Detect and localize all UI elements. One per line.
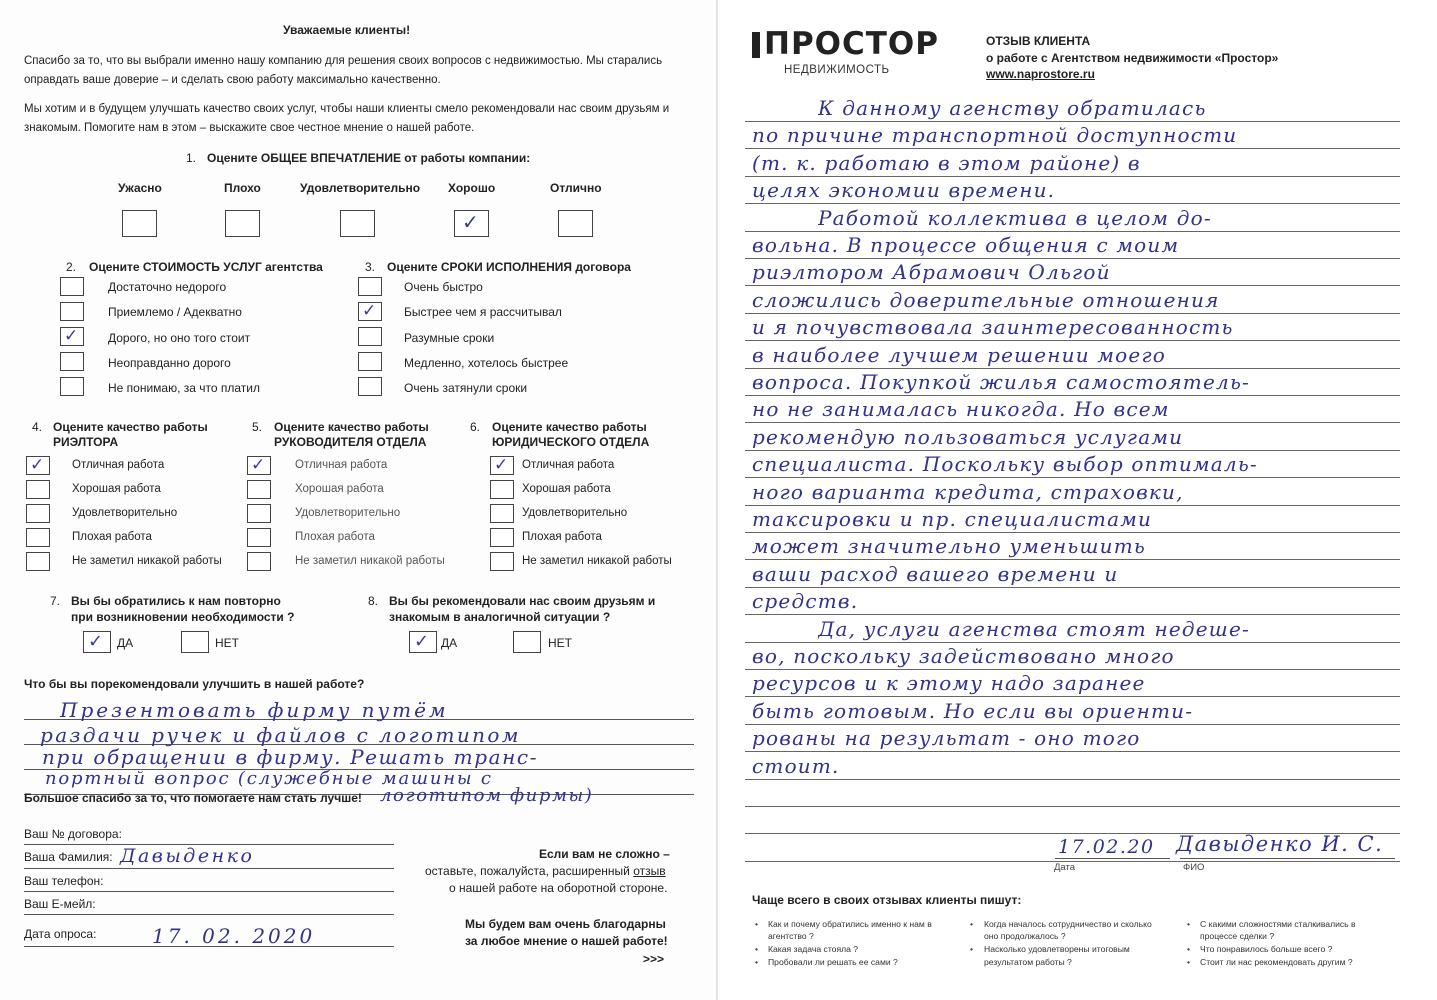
date-label: Дата опроса:: [24, 927, 97, 941]
hint-item: Какая задача стояла ?: [768, 944, 859, 954]
surname-field[interactable]: Давыденко: [120, 845, 255, 867]
review-line: стоит.: [752, 754, 840, 778]
q4-checkbox[interactable]: [26, 480, 50, 499]
email-line: [24, 914, 394, 915]
bullet-icon: •: [755, 919, 759, 929]
improve-answer-line: логотипом фирмы): [380, 785, 594, 806]
note-line-1: Если вам не сложно –: [539, 847, 670, 861]
q6-checkbox[interactable]: [490, 552, 514, 571]
hint-item: Пробовали ли решать ее сами ?: [768, 957, 898, 967]
ruled-line: [745, 642, 1400, 643]
q2-checkbox[interactable]: [60, 352, 84, 371]
q3-checkbox[interactable]: [358, 377, 382, 396]
note-line-5: за любое мнение о нашей работе!: [465, 934, 668, 948]
q8-subtitle: знакомым в аналогичной ситуации ?: [389, 610, 611, 624]
q4-option-label: Плохая работа: [72, 531, 152, 543]
ruled-line: [745, 505, 1400, 506]
surname-label: Ваша Фамилия:: [24, 850, 113, 864]
q3-option-label: Медленно, хотелось быстрее: [404, 356, 569, 370]
intro-line-1: Спасибо за то, что вы выбрали именно нашу компанию для решения своих вопросов с недвижимостью. Мы старались: [24, 55, 663, 67]
improve-answer-line: при обращении в фирму. Решать транс-: [42, 745, 539, 769]
hint-item: Когда началось сотрудничество и сколько: [984, 919, 1152, 929]
logo-text: ПРОСТОР: [764, 26, 939, 62]
q5-option-label: Плохая работа: [295, 531, 375, 543]
q5-checkbox[interactable]: [247, 552, 271, 571]
q8-no-label: НЕТ: [548, 636, 572, 650]
review-line: ресурсов и к этому надо заранее: [752, 671, 1146, 695]
intro-line-2: оправдать ваше доверие – и сделать свою работу максимально качественно.: [24, 74, 441, 86]
review-date-label: Дата: [1054, 862, 1076, 873]
q6-checkbox[interactable]: [490, 480, 514, 499]
ruled-line: [745, 559, 1400, 560]
review-line: средств.: [752, 589, 859, 613]
surname-line: [24, 868, 394, 869]
review-line: в наиболее лучшем решении моего: [752, 343, 1167, 367]
q5-option-label: Удовлетворительно: [295, 507, 401, 519]
review-link[interactable]: отзыв: [633, 864, 666, 878]
review-line: ного варианта кредита, страховки,: [752, 480, 1184, 504]
review-line: рованы на результат - оно того: [752, 726, 1141, 750]
q3-checkbox[interactable]: [358, 352, 382, 371]
q1-checkbox[interactable]: [225, 210, 260, 237]
q1-checkbox[interactable]: [122, 210, 157, 237]
q5-number: 5.: [252, 420, 263, 434]
survey-title: Уважаемые клиенты!: [283, 23, 411, 37]
review-line: вольна. В процессе общения с моим: [752, 233, 1180, 257]
q3-option-label: Быстрее чем я рассчитывал: [404, 305, 562, 319]
checkmark-icon: ✓: [494, 455, 509, 475]
q7-number: 7.: [50, 594, 61, 608]
q6-option-label: Плохая работа: [522, 531, 602, 543]
q5-checkbox[interactable]: [247, 504, 271, 523]
intro-line-3: Мы хотим и в будущем улучшать качество своих услуг, чтобы наши клиенты смело рекомендовали нас своим друзьям и: [24, 103, 670, 115]
improve-answer-line: портный вопрос (служебные машины с: [45, 768, 493, 789]
checkmark-icon: ✓: [462, 210, 479, 234]
review-line: сложились доверительные отношения: [752, 288, 1220, 312]
review-line: но не занималась никогда. Но всем: [752, 397, 1170, 421]
hint-item: агентство ?: [768, 931, 814, 941]
q3-option-label: Очень затянули сроки: [404, 381, 528, 395]
q6-option-label: Не заметил никакой работы: [522, 555, 672, 567]
logo-mark-icon: [752, 30, 762, 60]
q3-option-label: Разумные сроки: [404, 331, 495, 345]
ruled-line: [745, 395, 1400, 396]
ruled-line: [745, 669, 1400, 670]
ruled-line: [745, 724, 1400, 725]
q8-number: 8.: [368, 594, 379, 608]
ruled-line: [745, 779, 1400, 780]
q1-title: Оцените ОБЩЕЕ ВПЕЧАТЛЕНИЕ от работы компании:: [207, 151, 531, 165]
q3-number: 3.: [365, 260, 376, 274]
bullet-icon: •: [755, 957, 759, 967]
q5-option-label: Хорошая работа: [295, 483, 384, 495]
ruled-line: [745, 477, 1400, 478]
email-label: Ваш Е-мейл:: [24, 897, 96, 911]
ruled-line: [745, 696, 1400, 697]
bullet-icon: •: [970, 944, 974, 954]
q5-option-label: Не заметил никакой работы: [295, 555, 445, 567]
q2-checkbox[interactable]: [60, 277, 84, 296]
q1-checkbox[interactable]: [558, 210, 593, 237]
review-line: специалиста. Поскольку выбор оптималь-: [752, 452, 1258, 476]
bullet-icon: •: [1187, 919, 1191, 929]
ruled-line: [745, 148, 1400, 149]
hint-item: Что понравилось больше всего ?: [1200, 944, 1333, 954]
q1-option-label: Ужасно: [118, 181, 162, 195]
ruled-line: [745, 285, 1400, 286]
phone-line: [24, 891, 394, 892]
review-header-subtitle: о работе с Агентством недвижимости «Простор»: [986, 51, 1279, 65]
bullet-icon: •: [1187, 957, 1191, 967]
q3-checkbox[interactable]: [358, 327, 382, 346]
q2-checkbox[interactable]: [60, 302, 84, 321]
q4-option-label: Удовлетворительно: [72, 507, 178, 519]
q2-option-label: Приемлемо / Адекватно: [108, 305, 242, 319]
q1-number: 1.: [186, 151, 197, 165]
ruled-line: [745, 121, 1400, 122]
hint-item: Как и почему обратились именно к нам в: [768, 919, 932, 929]
ruled-line: [745, 368, 1400, 369]
review-fio-line: [1180, 858, 1395, 859]
q5-subtitle: РУКОВОДИТЕЛЯ ОТДЕЛА: [274, 435, 427, 449]
review-line: таксировки и пр. специалистами: [752, 507, 1153, 531]
review-line: вопроса. Покупкой жилья самостоятель-: [752, 370, 1250, 394]
q2-checkbox[interactable]: [60, 377, 84, 396]
ruled-line: [745, 614, 1400, 615]
q1-checkbox[interactable]: [340, 210, 375, 237]
q5-checkbox[interactable]: [247, 480, 271, 499]
improve-answer-line: раздачи ручек и файлов с логотипом: [40, 723, 521, 747]
q6-subtitle: ЮРИДИЧЕСКОГО ОТДЕЛА: [492, 435, 650, 449]
q2-option-label: Не понимаю, за что платил: [108, 381, 261, 395]
review-date-line: [1055, 858, 1170, 859]
ruled-line: [745, 313, 1400, 314]
review-fio: Давыденко И. С.: [1176, 832, 1384, 856]
note-line-3: о нашей работе на оборотной стороне.: [449, 881, 668, 895]
website-link[interactable]: www.naprostore.ru: [986, 67, 1095, 81]
q6-option-label: Удовлетворительно: [522, 507, 628, 519]
review-line: и я почувствовала заинтересованность: [752, 315, 1234, 339]
review-line: ваши расход вашего времени и: [752, 562, 1119, 586]
ruled-line: [745, 806, 1400, 807]
q4-checkbox[interactable]: [26, 528, 50, 547]
survey-page: [0, 0, 718, 1000]
q7-title: Вы бы обратились к нам повторно: [71, 594, 281, 608]
q8-no-checkbox[interactable]: [513, 631, 541, 653]
q7-subtitle: при возникновении необходимости ?: [71, 610, 295, 624]
q6-title: Оцените качество работы: [492, 420, 647, 434]
note-line-4: Мы будем вам очень благодарны: [465, 917, 666, 931]
q6-option-label: Отличная работа: [522, 459, 615, 471]
hint-item: процессе сделки ?: [1200, 931, 1275, 941]
q3-title: Оцените СРОКИ ИСПОЛНЕНИЯ договора: [387, 260, 631, 274]
q7-no-checkbox[interactable]: [181, 631, 209, 653]
review-date: 17.02.20: [1058, 836, 1155, 858]
review-line: риэлтором Абрамович Ольгой: [752, 260, 1111, 284]
bullet-icon: •: [755, 944, 759, 954]
review-line: рекомендую пользоваться услугами: [752, 425, 1184, 449]
q2-option-label: Достаточно недорого: [108, 280, 227, 294]
q6-checkbox[interactable]: [490, 528, 514, 547]
review-line: быть готовым. Но если вы ориенти-: [752, 699, 1194, 723]
q5-option-label: Отличная работа: [295, 459, 388, 471]
phone-label: Ваш телефон:: [24, 874, 104, 888]
ruled-line: [745, 532, 1400, 533]
checkmark-icon: ✓: [414, 631, 430, 652]
review-header-title: ОТЗЫВ КЛИЕНТА: [986, 34, 1091, 48]
ruled-line: [745, 203, 1400, 204]
improve-question: Что бы вы порекомендовали улучшить в нашей работе?: [24, 677, 365, 691]
checkmark-icon: ✓: [251, 455, 266, 475]
q2-option-label: Неоправданно дорого: [108, 356, 231, 370]
review-line: по причине транспортной доступности: [752, 123, 1238, 147]
ruled-line: [745, 258, 1400, 259]
checkmark-icon: ✓: [30, 455, 45, 475]
q5-title: Оцените качество работы: [274, 420, 429, 434]
q4-subtitle: РИЭЛТОРА: [53, 435, 119, 449]
hint-item: результатом работы ?: [984, 957, 1072, 967]
q1-option-label: Отлично: [550, 181, 602, 195]
contract-label: Ваш № договора:: [24, 827, 122, 841]
review-line: может значительно уменьшить: [752, 534, 1147, 558]
review-line: Работой коллектива в целом до-: [818, 206, 1212, 230]
review-fio-label: ФИО: [1183, 862, 1205, 873]
survey-date-field[interactable]: 17. 02. 2020: [152, 924, 316, 948]
q3-option-label: Очень быстро: [404, 280, 483, 294]
ruled-line: [745, 422, 1400, 423]
intro-line-4: знакомым. Помогите нам в этом – выскажите свое честное мнение о нашей работе.: [24, 122, 475, 134]
q6-checkbox[interactable]: [490, 504, 514, 523]
q5-checkbox[interactable]: [247, 528, 271, 547]
next-page-arrows[interactable]: >>>: [643, 952, 665, 966]
bullet-icon: •: [1187, 944, 1191, 954]
checkmark-icon: ✓: [88, 631, 104, 652]
ruled-line: [745, 450, 1400, 451]
q4-checkbox[interactable]: [26, 552, 50, 571]
ruled-line: [745, 176, 1400, 177]
thanks-text: Большое спасибо за то, что помогаете нам стать лучше!: [24, 791, 362, 805]
ruled-line: [745, 231, 1400, 232]
q1-option-label: Хорошо: [448, 181, 496, 195]
q3-checkbox[interactable]: [358, 277, 382, 296]
q1-option-label: Удовлетворительно: [300, 181, 421, 195]
note-line-2: оставьте, пожалуйста, расширенный отзыв: [425, 864, 666, 878]
often-title: Чаще всего в своих отзывах клиенты пишут:: [752, 893, 1022, 907]
q2-title: Оцените СТОИМОСТЬ УСЛУГ агентства: [89, 260, 323, 274]
q8-yes-label: ДА: [441, 636, 458, 650]
hint-item: оно продолжалось ?: [984, 931, 1066, 941]
q6-number: 6.: [470, 420, 481, 434]
ruled-line: [745, 751, 1400, 752]
improve-answer-line: Презентовать фирму путём: [60, 698, 449, 722]
review-line: Да, услуги агенства стоят недеше-: [818, 617, 1250, 641]
q4-option-label: Хорошая работа: [72, 483, 161, 495]
q6-option-label: Хорошая работа: [522, 483, 611, 495]
bullet-icon: •: [970, 919, 974, 929]
review-line: во, поскольку задействовано много: [752, 644, 1175, 668]
q4-option-label: Не заметил никакой работы: [72, 555, 222, 567]
q4-number: 4.: [32, 420, 43, 434]
q7-no-label: НЕТ: [215, 636, 239, 650]
ruled-line: [745, 340, 1400, 341]
q4-title: Оцените качество работы: [53, 420, 208, 434]
hint-item: Насколько удовлетворены итоговым: [984, 944, 1130, 954]
review-line: К данному агенству обратилась: [818, 96, 1207, 120]
hint-item: Стоит ли нас рекомендовать другим ?: [1200, 957, 1353, 967]
q4-option-label: Отличная работа: [72, 459, 165, 471]
ruled-line: [745, 587, 1400, 588]
checkmark-icon: ✓: [64, 326, 79, 346]
q8-title: Вы бы рекомендовали нас своим друзьям и: [389, 594, 656, 608]
logo-subtitle: НЕДВИЖИМОСТЬ: [784, 64, 890, 76]
q7-yes-label: ДА: [117, 636, 134, 650]
q1-option-label: Плохо: [224, 181, 261, 195]
checkmark-icon: ✓: [362, 301, 377, 321]
q2-number: 2.: [66, 260, 77, 274]
review-line: (т. к. работаю в этом районе) в: [752, 151, 1141, 175]
q2-option-label: Дорого, но оно того стоит: [108, 331, 251, 345]
q4-checkbox[interactable]: [26, 504, 50, 523]
review-line: целях экономии времени.: [752, 178, 1056, 202]
hint-item: С какими сложностями сталкивались в: [1200, 919, 1356, 929]
